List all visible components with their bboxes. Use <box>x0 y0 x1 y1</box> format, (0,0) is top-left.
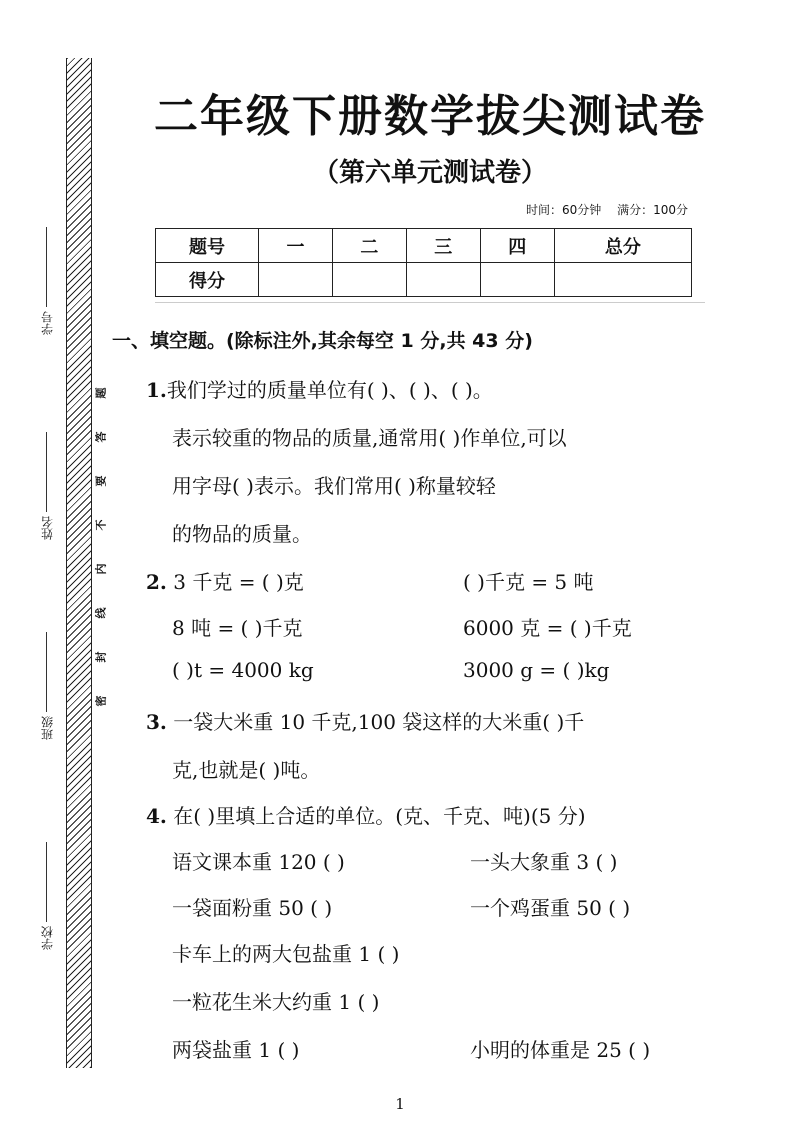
score-table-header: 三 <box>406 229 480 263</box>
question-2-item-d: 6000 克 = ( )千克 <box>463 616 632 640</box>
question-1-line-4: 的物品的质量。 <box>172 522 312 546</box>
exam-meta <box>514 201 688 218</box>
seal-char: 题 <box>94 387 107 399</box>
seal-char: 线 <box>94 607 107 619</box>
section-heading: 一、填空题。(除标注外,其余每空 1 分,共 43 分) <box>112 330 533 352</box>
binding-margin-hatch <box>66 58 92 1068</box>
score-table-header-row <box>156 229 692 263</box>
name-field <box>34 380 60 540</box>
question-1-line-1 <box>146 374 493 403</box>
question-4-item-d: 一个鸡蛋重 50 ( ) <box>470 896 631 920</box>
question-4-item-b: 一头大象重 3 ( ) <box>470 850 618 874</box>
student-no-label: 学号 <box>40 311 55 335</box>
name-label: 姓名 <box>40 516 55 540</box>
name-line <box>47 432 48 512</box>
question-3-line-1 <box>146 706 584 735</box>
seal-notice <box>93 385 107 709</box>
score-table-score-row <box>156 263 692 297</box>
question-4-item-e: 卡车上的两大包盐重 1 ( ) <box>172 942 400 966</box>
question-2-item-f: 3000 g = ( )kg <box>463 658 610 682</box>
seal-char: 答 <box>94 431 107 443</box>
page-subtitle: （第六单元测试卷） <box>312 158 547 188</box>
exam-full-score: 满分：100分 <box>617 203 688 217</box>
student-no-field <box>34 175 60 335</box>
score-table-header: 一 <box>259 229 333 263</box>
score-cell[interactable] <box>554 263 691 297</box>
seal-char: 密 <box>94 695 107 707</box>
score-table-header: 四 <box>480 229 554 263</box>
question-4-item-c: 一袋面粉重 50 ( ) <box>172 896 333 920</box>
school-line <box>47 842 48 922</box>
school-field <box>34 790 60 950</box>
seal-char: 要 <box>94 475 107 487</box>
class-line <box>47 632 48 712</box>
question-2-a-text: 3 千克 = ( )克 <box>173 570 304 594</box>
class-label: 班级 <box>40 716 55 740</box>
score-table-header: 题号 <box>156 229 259 263</box>
score-table-header: 二 <box>332 229 406 263</box>
question-1-number: 1. <box>146 378 167 402</box>
score-row-label: 得分 <box>156 263 259 297</box>
exam-time: 时间：60分钟 <box>525 203 602 217</box>
question-3-number: 3. <box>146 710 167 734</box>
question-4-text: 在( )里填上合适的单位。(克、千克、吨)(5 分) <box>173 804 586 828</box>
question-3-line-2: 克,也就是( )吨。 <box>172 758 321 782</box>
score-cell[interactable] <box>332 263 406 297</box>
school-label: 学校 <box>40 926 55 950</box>
score-cell[interactable] <box>259 263 333 297</box>
question-4-item-a: 语文课本重 120 ( ) <box>172 850 345 874</box>
page-title: 二年级下册数学拔尖测试卷 <box>154 91 706 142</box>
question-2-item-e: ( )t = 4000 kg <box>172 658 314 682</box>
student-no-line <box>47 227 48 307</box>
seal-char: 内 <box>94 563 107 575</box>
question-1-line-2: 表示较重的物品的质量,通常用( )作单位,可以 <box>172 426 567 450</box>
question-1-line-3: 用字母( )表示。我们常用( )称量较轻 <box>172 474 496 498</box>
question-2-item-c: 8 吨 = ( )千克 <box>172 616 303 640</box>
divider <box>155 302 705 303</box>
question-4-item-h: 小明的体重是 25 ( ) <box>470 1038 651 1062</box>
seal-char: 不 <box>94 519 107 531</box>
question-2-item-a <box>146 566 304 595</box>
page-number: 1 <box>395 1095 405 1113</box>
question-4-item-f: 一粒花生米大约重 1 ( ) <box>172 990 380 1014</box>
question-2-number: 2. <box>146 570 167 594</box>
question-3-text: 一袋大米重 10 千克,100 袋这样的大米重( )千 <box>173 710 585 734</box>
score-cell[interactable] <box>480 263 554 297</box>
class-field <box>34 580 60 740</box>
score-table-header: 总分 <box>554 229 691 263</box>
score-cell[interactable] <box>406 263 480 297</box>
score-table <box>155 228 692 297</box>
question-4-line-1 <box>146 800 586 829</box>
question-4-number: 4. <box>146 804 167 828</box>
seal-char: 封 <box>94 651 107 663</box>
question-2-item-b: ( )千克 = 5 吨 <box>463 570 594 594</box>
question-1-text: 我们学过的质量单位有( )、( )、( )。 <box>166 378 493 402</box>
question-4-item-g: 两袋盐重 1 ( ) <box>172 1038 300 1062</box>
